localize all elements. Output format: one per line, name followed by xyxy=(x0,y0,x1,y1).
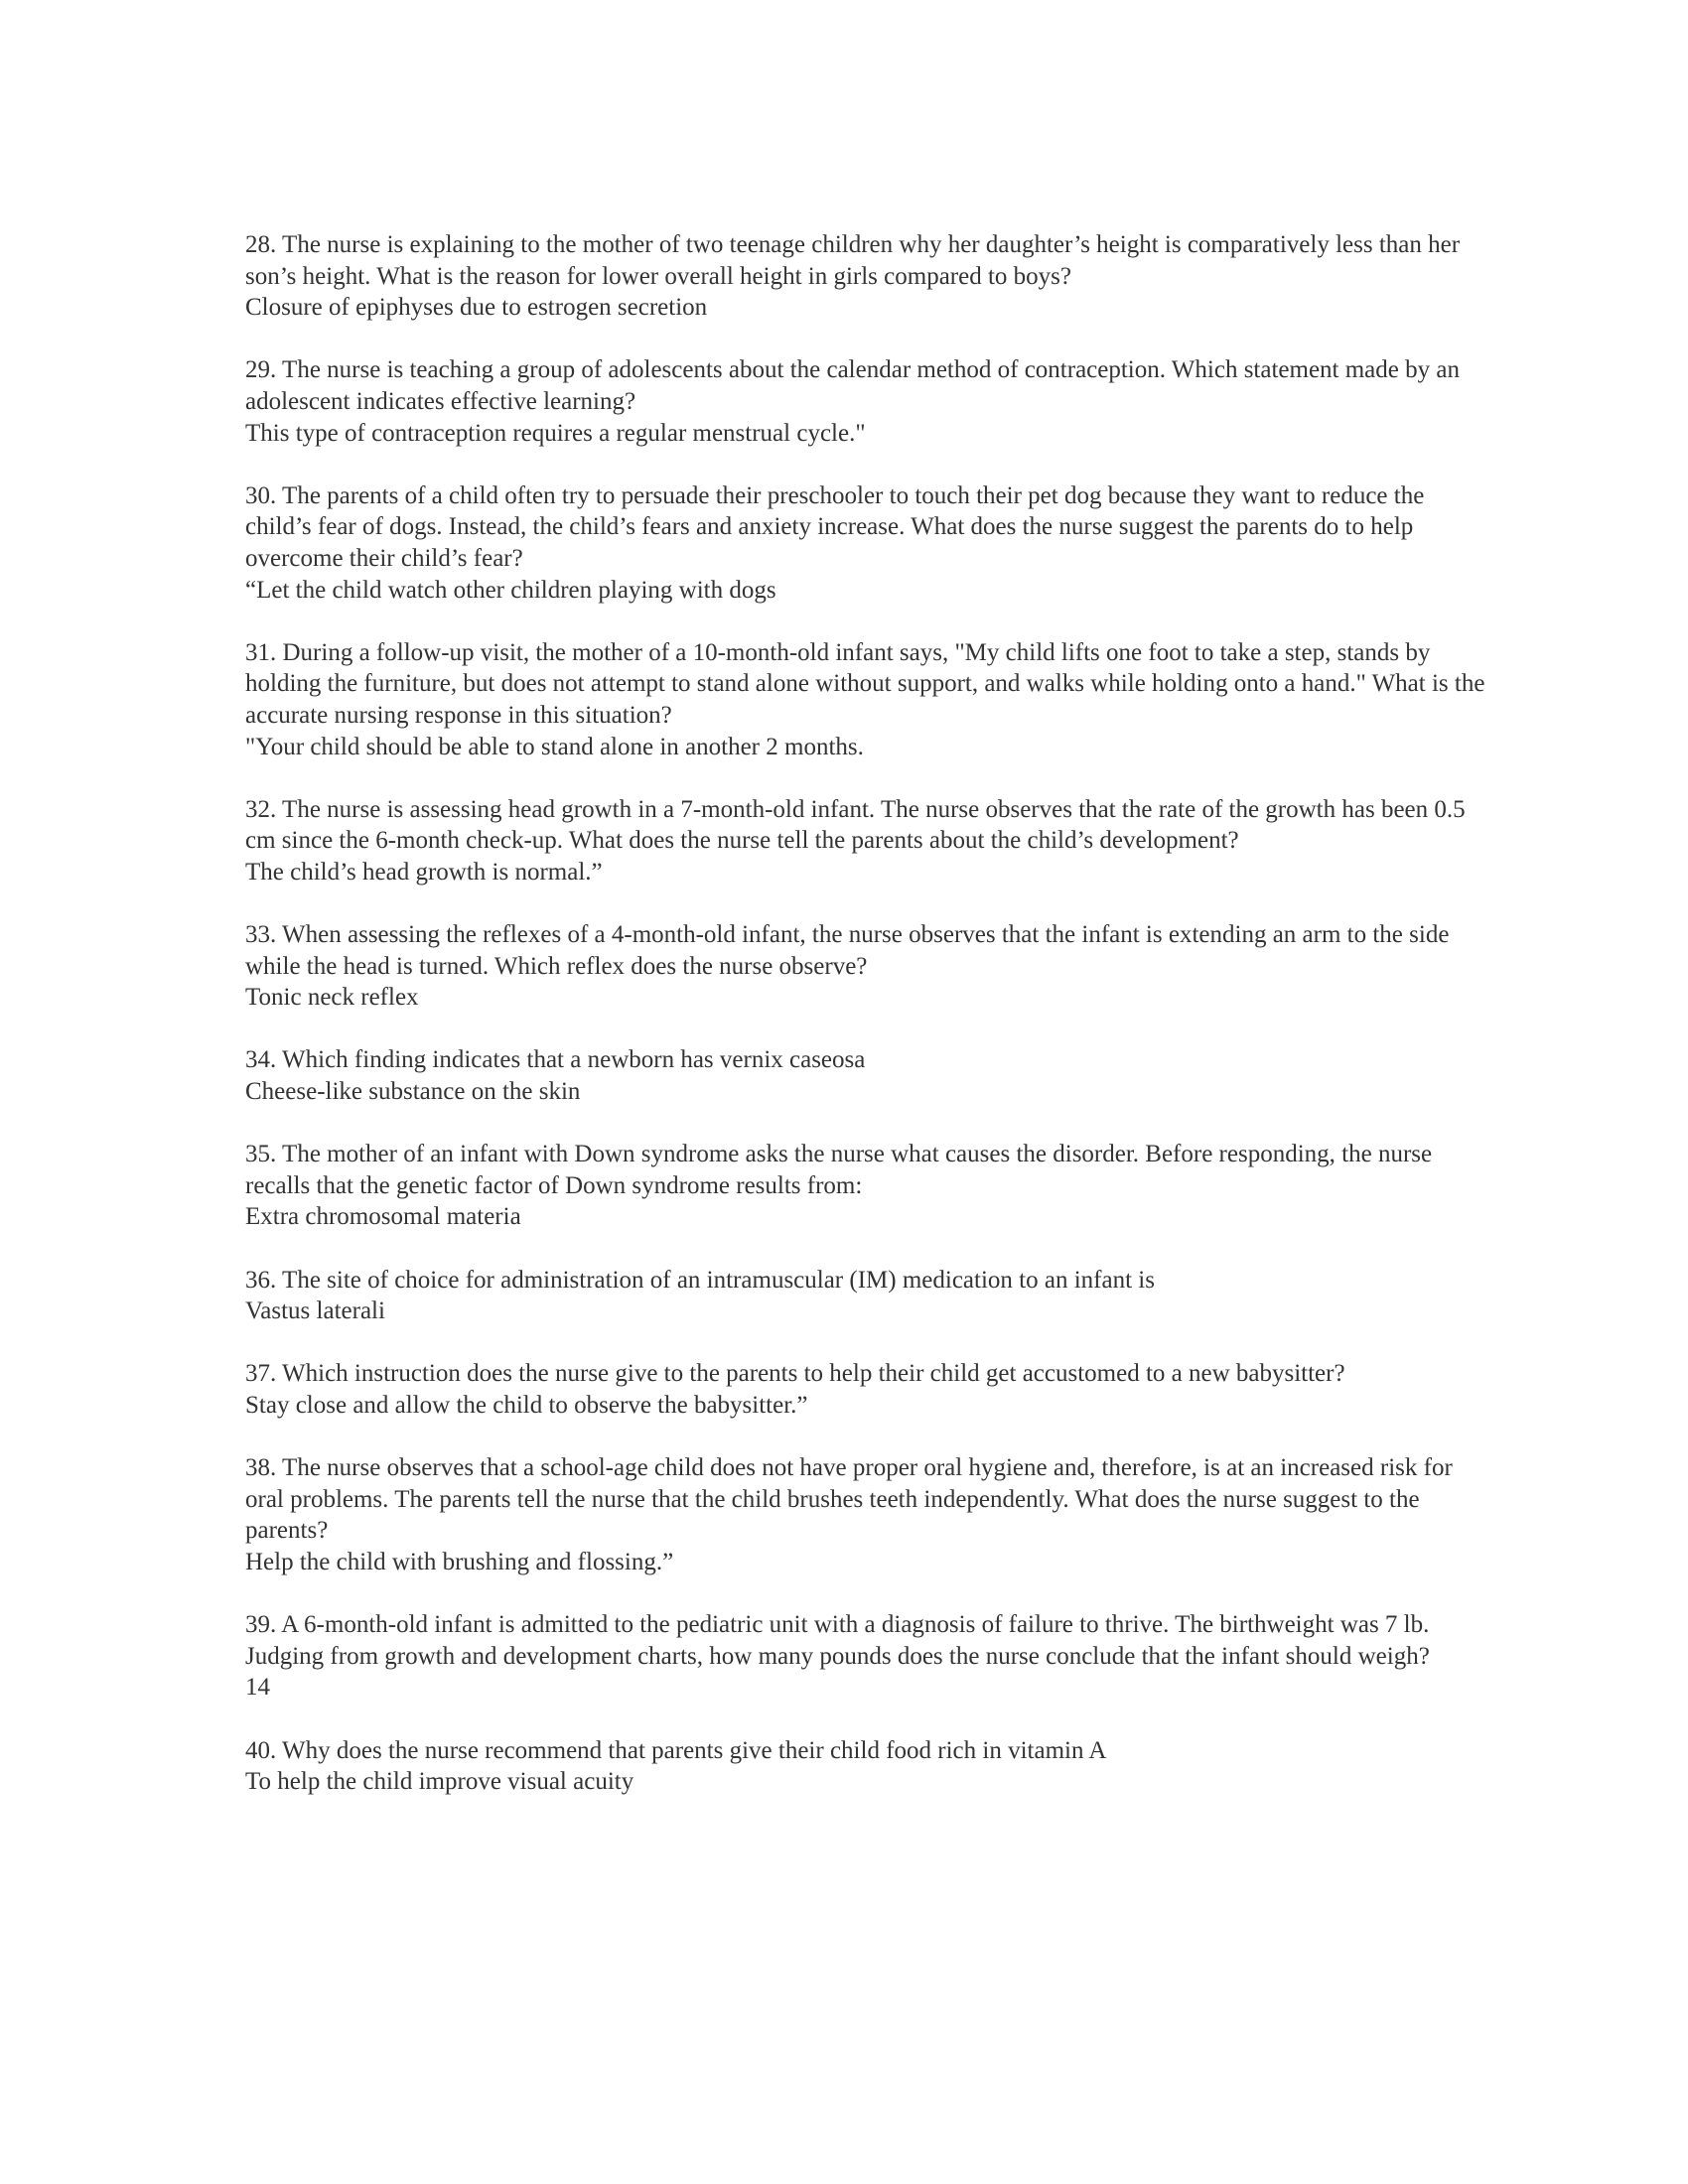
answer-text: "Your child should be able to stand alone in another 2 months. xyxy=(245,733,864,760)
question-text: 39. A 6-month-old infant is admitted to the pediatric unit with a diagnosis of failure to thrive. The birthweight was 7 lb. Judging from growth and development charts, how many pounds does the nurse conclude that the infant should weigh? xyxy=(245,1611,1430,1670)
answer-text: 14 xyxy=(245,1674,270,1702)
question-text: 32. The nurse is assessing head growth in a 7-month-old infant. The nurse observes that the rate of the growth has been 0.5 cm since the 6-month check-up. What does the nurse tell the parents about the child’s development? xyxy=(245,795,1466,855)
question-text: 30. The parents of a child often try to persuade their preschooler to touch their pet dog because they want to reduce the child’s fear of dogs. Instead, the child’s fears and anxiety increase. What does the nurse suggest the parents do to help overcome their child’s fear? xyxy=(245,481,1425,572)
question-39 xyxy=(245,1609,1496,1704)
answer-text: Tonic neck reflex xyxy=(245,984,419,1012)
answer-text: “Let the child watch other children playing with dogs xyxy=(245,576,776,604)
question-text: 36. The site of choice for administration of an intramuscular (IM) medication to an infant is xyxy=(245,1266,1155,1294)
question-text: 29. The nurse is teaching a group of adolescents about the calendar method of contraception. Which statement made by an adolescent indicates effective learning? xyxy=(245,356,1460,415)
question-35 xyxy=(245,1139,1496,1233)
question-text: 33. When assessing the reflexes of a 4-month-old infant, the nurse observes that the infant is extending an arm to the side while the head is turned. Which reflex does the nurse observe? xyxy=(245,921,1450,980)
question-38 xyxy=(245,1452,1496,1577)
question-text: 40. Why does the nurse recommend that parents give their child food rich in vitamin A xyxy=(245,1736,1107,1764)
question-33 xyxy=(245,919,1496,1014)
question-text: 34. Which finding indicates that a newborn has vernix caseosa xyxy=(245,1046,866,1074)
question-29 xyxy=(245,354,1496,449)
question-30 xyxy=(245,480,1496,606)
question-text: 38. The nurse observes that a school-age child does not have proper oral hygiene and, therefore, is at an increased risk for oral problems. The parents tell the nurse that the child brushes teeth independently. What does the nurse suggest to the parents? xyxy=(245,1454,1453,1545)
answer-text: Extra chromosomal materia xyxy=(245,1203,521,1231)
answer-text: This type of contraception requires a regular menstrual cycle." xyxy=(245,419,866,447)
question-34 xyxy=(245,1044,1496,1107)
answer-text: Stay close and allow the child to observe the babysitter.” xyxy=(245,1391,808,1419)
document-body xyxy=(245,229,1496,1829)
question-40 xyxy=(245,1735,1496,1798)
question-32 xyxy=(245,794,1496,888)
question-text: 37. Which instruction does the nurse give to the parents to help their child get accustomed to a new babysitter? xyxy=(245,1360,1345,1388)
question-text: 35. The mother of an infant with Down syndrome asks the nurse what causes the disorder. Before responding, the nurse recalls that the genetic factor of Down syndrome results from: xyxy=(245,1141,1433,1199)
question-text: 28. The nurse is explaining to the mother of two teenage children why her daughter’s height is comparatively less than her son’s height. What is the reason for lower overall height in girls compared to boys? xyxy=(245,231,1461,290)
question-37 xyxy=(245,1358,1496,1421)
question-36 xyxy=(245,1265,1496,1327)
answer-text: Closure of epiphyses due to estrogen secretion xyxy=(245,294,708,322)
answer-text: Help the child with brushing and flossing.” xyxy=(245,1548,674,1575)
answer-text: The child’s head growth is normal.” xyxy=(245,858,603,886)
answer-text: To help the child improve visual acuity xyxy=(245,1768,634,1796)
answer-text: Vastus laterali xyxy=(245,1297,385,1325)
question-31 xyxy=(245,637,1496,762)
answer-text: Cheese-like substance on the skin xyxy=(245,1078,581,1106)
question-28 xyxy=(245,229,1496,324)
question-text: 31. During a follow-up visit, the mother of a 10-month-old infant says, "My child lifts one foot to take a step, stands by holding the furniture, but does not attempt to stand alone without support, and walks while holding onto a hand." What is the accurate nursing response in this situation? xyxy=(245,638,1485,729)
